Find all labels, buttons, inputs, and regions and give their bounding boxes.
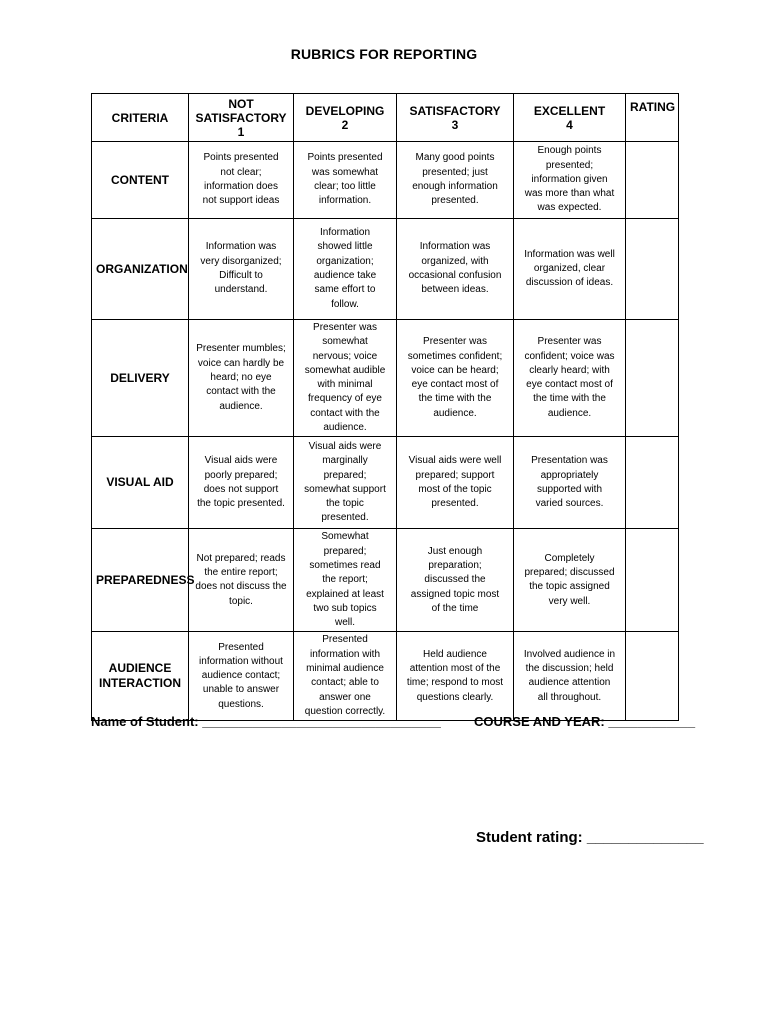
rating-cell[interactable] <box>626 529 679 632</box>
satisfactory-cell: Visual aids were well prepared; support most of the topic presented. <box>397 437 514 529</box>
satisfactory-cell: Presenter was sometimes confident; voice can be heard; eye contact most of the time with the audience. <box>397 320 514 437</box>
excellent-cell: Presentation was appropriately supported with varied sources. <box>514 437 626 529</box>
rubric-table <box>91 93 679 721</box>
document-title: RUBRICS FOR REPORTING <box>290 46 478 62</box>
table-row-preparedness <box>92 529 679 632</box>
excellent-cell: Information was well organized, clear discussion of ideas. <box>514 219 626 320</box>
criterion-cell: VISUAL AID <box>92 437 189 529</box>
not-satisfactory-cell: Not prepared; reads the entire report; does not discuss the topic. <box>189 529 294 632</box>
satisfactory-cell: Held audience attention most of the time; respond to most questions clearly. <box>397 632 514 721</box>
table-row-content <box>92 142 679 219</box>
header-not-satisfactory: NOT SATISFACTORY 1 <box>189 94 294 142</box>
satisfactory-cell: Information was organized, with occasional confusion between ideas. <box>397 219 514 320</box>
excellent-cell: Enough points presented; information given was more than what was expected. <box>514 142 626 219</box>
table-row-visual-aid <box>92 437 679 529</box>
criterion-cell: DELIVERY <box>92 320 189 437</box>
not-satisfactory-cell: Information was very disorganized; Difficult to understand. <box>189 219 294 320</box>
rating-cell[interactable] <box>626 320 679 437</box>
not-satisfactory-cell: Presenter mumbles; voice can hardly be heard; no eye contact with the audience. <box>189 320 294 437</box>
developing-cell: Information showed little organization; audience take same effort to follow. <box>294 219 397 320</box>
satisfactory-cell: Just enough preparation; discussed the assigned topic most of the time <box>397 529 514 632</box>
header-excellent: EXCELLENT 4 <box>514 94 626 142</box>
criterion-cell: CONTENT <box>92 142 189 219</box>
header-criteria: CRITERIA <box>92 94 189 142</box>
rating-cell[interactable] <box>626 219 679 320</box>
header-satisfactory: SATISFACTORY 3 <box>397 94 514 142</box>
rating-cell[interactable] <box>626 632 679 721</box>
student-rating-field[interactable]: Student rating: ______________ <box>476 829 704 846</box>
header-rating: RATING <box>626 94 679 142</box>
criterion-cell: AUDIENCE INTERACTION <box>92 632 189 721</box>
excellent-cell: Presenter was confident; voice was clearly heard; with eye contact most of the time with the audience. <box>514 320 626 437</box>
course-and-year-field[interactable]: COURSE AND YEAR: ____________ <box>474 714 696 729</box>
developing-cell: Presented information with minimal audience contact; able to answer one question correctly. <box>294 632 397 721</box>
developing-cell: Presenter was somewhat nervous; voice somewhat audible with minimal frequency of eye contact with the audience. <box>294 320 397 437</box>
excellent-cell: Involved audience in the discussion; held audience attention all throughout. <box>514 632 626 721</box>
satisfactory-cell: Many good points presented; just enough information presented. <box>397 142 514 219</box>
developing-cell: Somewhat prepared; sometimes read the report; explained at least two sub topics well. <box>294 529 397 632</box>
developing-cell: Visual aids were marginally prepared; somewhat support the topic presented. <box>294 437 397 529</box>
header-row <box>92 94 679 142</box>
not-satisfactory-cell: Points presented not clear; information does not support ideas <box>189 142 294 219</box>
student-name-field[interactable]: Name of Student: _________________________________ <box>91 714 441 729</box>
excellent-cell: Completely prepared; discussed the topic assigned very well. <box>514 529 626 632</box>
criterion-cell: ORGANIZATION <box>92 219 189 320</box>
not-satisfactory-cell: Presented information without audience contact; unable to answer questions. <box>189 632 294 721</box>
rating-cell[interactable] <box>626 142 679 219</box>
table-row-audience-interaction <box>92 632 679 721</box>
criterion-cell: PREPAREDNESS <box>92 529 189 632</box>
header-developing: DEVELOPING 2 <box>294 94 397 142</box>
developing-cell: Points presented was somewhat clear; too little information. <box>294 142 397 219</box>
table-row-organization <box>92 219 679 320</box>
not-satisfactory-cell: Visual aids were poorly prepared; does not support the topic presented. <box>189 437 294 529</box>
rating-cell[interactable] <box>626 437 679 529</box>
table-row-delivery <box>92 320 679 437</box>
